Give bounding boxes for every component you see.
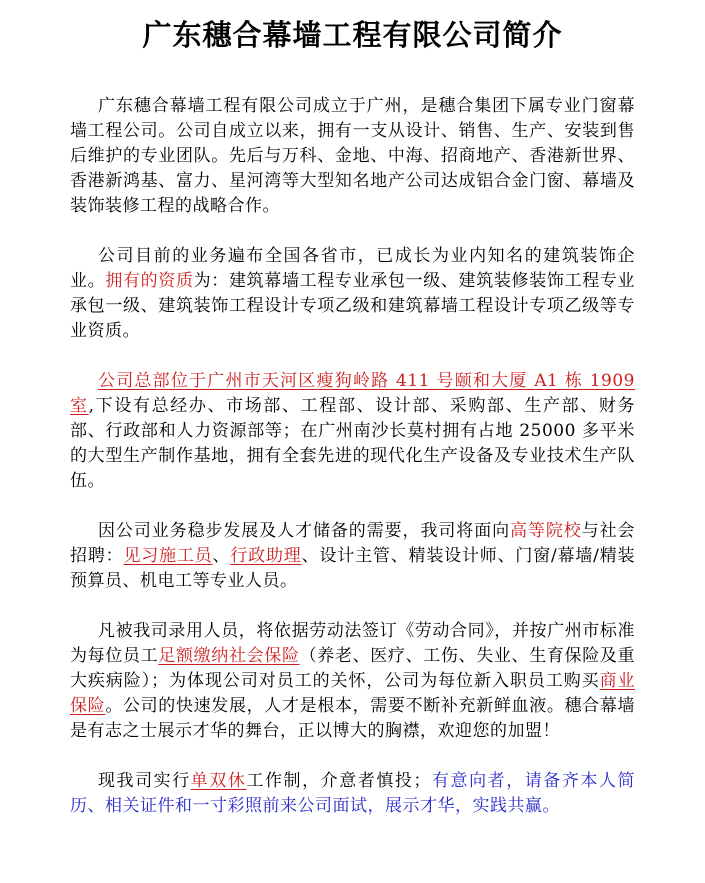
page-title: 广东穗合幕墙工程有限公司简介: [142, 18, 563, 52]
text-run-red-underline: 见习施工员: [123, 546, 213, 566]
text-run-blue: 有意向者，请备齐本人简历、相关证件和一寸彩照前来公司面试，展示才华，实践共赢。: [70, 771, 636, 816]
paragraph: [70, 94, 635, 219]
text-run-normal: 现我司实行: [98, 771, 191, 791]
text-run-red-underline: 单双休: [190, 771, 247, 791]
document-body: [70, 94, 635, 819]
text-run-normal: （养老、医疗、工伤、失业、生育保险及重大疾病险）；为体现公司对员工的关怀，公司为每位新入职员工购买: [70, 646, 636, 691]
text-run-normal: 。公司的快速发展，人才是根本，需要不断补充新鲜血液。穗合幕墙是有志之士展示才华的舞台，正以博大的胸襟，欢迎您的加盟！: [70, 696, 636, 741]
text-run-red: 高等院校: [510, 521, 582, 541]
text-run-normal: ,下设有总经办、市场部、工程部、设计部、采购部、生产部、财务部、行政部和人力资源部等；在广州南沙长莫村拥有占地 25000 多平米的大型生产制作基地，拥有全套先进的现代化生产设备及专业技术生产队伍。: [70, 396, 636, 491]
text-run-normal: 广东穗合幕墙工程有限公司成立于广州，是穗合集团下属专业门窗幕墙工程公司。公司自成立以来，拥有一支从设计、销售、生产、安装到售后维护的专业团队。先后与万科、金地、中海、招商地产、香港新世界、香港新鸿基、富力、星河湾等大型知名地产公司达成铝合金门窗、幕墙及装饰装修工程的战略合作。: [70, 96, 635, 216]
text-run-normal: 、: [212, 546, 231, 566]
text-run-red-underline: 足额缴纳社会保险: [158, 646, 300, 666]
text-run-red: 拥有的资质: [105, 271, 194, 291]
text-run-normal: 工作制，介意者慎投；: [246, 771, 431, 791]
text-run-normal: 为：建筑幕墙工程专业承包一级、建筑装修装饰工程专业承包一级、建筑装饰工程设计专项乙级和建筑幕墙工程设计专项乙级等专业资质。: [70, 271, 636, 341]
text-run-normal: 、设计主管、精装设计师、门窗/幕墙/精装预算员、机电工等专业人员。: [70, 546, 636, 591]
text-run-red-underline: 行政助理: [230, 546, 302, 566]
text-run-normal: 公司目前的业务遍布全国各省市，已成长为业内知名的建筑装饰企业。: [70, 246, 635, 291]
text-run-red-underline: 商业保险: [70, 671, 636, 716]
paragraph: [70, 369, 635, 494]
paragraph: [70, 519, 635, 594]
text-run-normal: 与社会招聘：: [70, 521, 636, 566]
paragraph: [70, 769, 635, 819]
text-run-normal: 凡被我司录用人员，将依据劳动法签订《劳动合同》，并按广州市标准为每位员工: [70, 621, 635, 666]
text-run-red-underline: 公司总部位于广州市天河区瘦狗岭路 411 号颐和大厦 A1 栋 1909 室: [70, 371, 635, 416]
paragraph: [70, 244, 635, 344]
text-run-normal: 因公司业务稳步发展及人才储备的需要，我司将面向: [98, 521, 511, 541]
paragraph: [70, 619, 635, 744]
